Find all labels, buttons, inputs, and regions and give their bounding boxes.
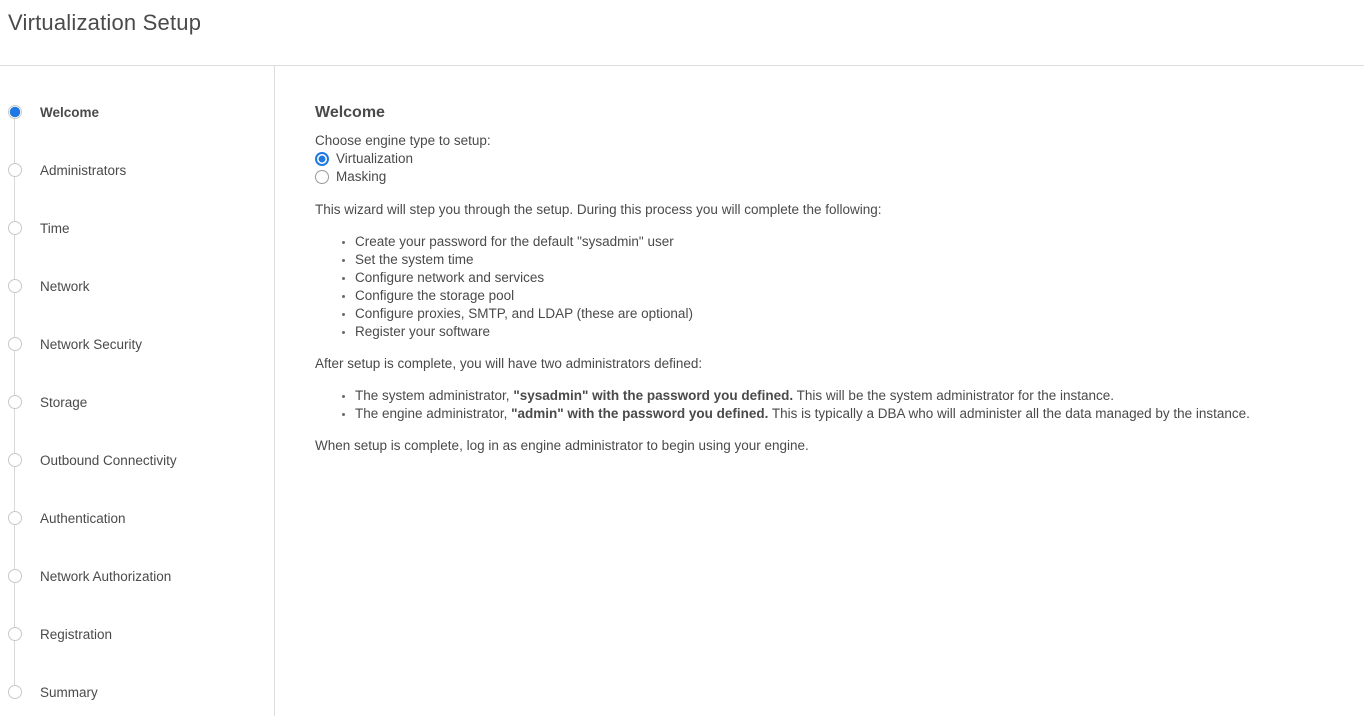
step-radio-icon xyxy=(8,627,22,641)
sidebar-step-welcome[interactable] xyxy=(0,83,274,141)
step-label: Welcome xyxy=(40,104,100,120)
wizard-intro-paragraph: This wizard will step you through the setup. During this process you will complete the following: xyxy=(315,202,882,217)
admin-text-after: This will be the system administrator for the instance. xyxy=(793,388,1115,403)
sidebar-step-registration[interactable] xyxy=(0,605,274,663)
sidebar-step-outbound-connectivity[interactable] xyxy=(0,431,274,489)
main-panel xyxy=(275,66,1364,716)
admin-text-after: This is typically a DBA who will administer all the data managed by the instance. xyxy=(768,406,1250,421)
step-label: Network Security xyxy=(40,336,143,352)
closing-paragraph: When setup is complete, log in as engine administrator to begin using your engine. xyxy=(315,438,809,453)
step-label: Outbound Connectivity xyxy=(40,452,177,468)
step-radio-icon xyxy=(8,395,22,409)
step-label: Registration xyxy=(40,626,113,642)
step-radio-icon xyxy=(8,337,22,351)
step-radio-icon xyxy=(8,453,22,467)
step-radio-icon xyxy=(8,279,22,293)
task-item: • Register your software xyxy=(355,323,1324,341)
step-label: Authentication xyxy=(40,510,126,526)
radio-selected-icon[interactable] xyxy=(315,152,329,166)
engine-option-masking[interactable] xyxy=(315,168,1324,186)
admin-text-before: The system administrator, xyxy=(355,388,514,403)
administrator-item xyxy=(355,387,1324,405)
step-radio-icon xyxy=(8,221,22,235)
setup-task-list xyxy=(315,233,1324,341)
admin-text-bold: "admin" with the password you defined. xyxy=(511,406,769,421)
step-label: Summary xyxy=(40,684,98,700)
after-setup-paragraph: After setup is complete, you will have two administrators defined: xyxy=(315,356,703,371)
admin-text-bold: "sysadmin" with the password you defined. xyxy=(513,388,794,403)
sidebar-step-storage[interactable] xyxy=(0,373,274,431)
step-radio-icon xyxy=(8,685,22,699)
sidebar-step-network[interactable] xyxy=(0,257,274,315)
sidebar-step-network-authorization[interactable] xyxy=(0,547,274,605)
step-radio-icon xyxy=(8,163,22,177)
sidebar-step-time[interactable] xyxy=(0,199,274,257)
task-item: • Create your password for the default "sysadmin" user xyxy=(355,233,1324,251)
task-item: • Set the system time xyxy=(355,251,1324,269)
engine-option-virtualization[interactable] xyxy=(315,150,1324,168)
task-item: • Configure proxies, SMTP, and LDAP (these are optional) xyxy=(355,305,1324,323)
radio-label: Virtualization xyxy=(336,151,414,166)
engine-type-radio-group xyxy=(315,150,1324,186)
step-label: Administrators xyxy=(40,162,127,178)
step-radio-icon xyxy=(8,511,22,525)
content-row xyxy=(0,66,1364,716)
administrator-item xyxy=(355,405,1324,423)
sidebar-step-network-security[interactable] xyxy=(0,315,274,373)
step-radio-selected-icon xyxy=(8,105,22,119)
step-label: Time xyxy=(40,220,70,236)
sidebar-step-summary[interactable] xyxy=(0,663,274,717)
setup-stepper-sidebar xyxy=(0,66,275,716)
task-item: • Configure the storage pool xyxy=(355,287,1324,305)
sidebar-step-administrators[interactable] xyxy=(0,141,274,199)
admin-text-before: The engine administrator, xyxy=(355,406,512,421)
step-label: Network xyxy=(40,278,90,294)
section-heading: Welcome xyxy=(315,104,385,121)
page-header xyxy=(0,0,1364,66)
radio-unselected-icon[interactable] xyxy=(315,170,329,184)
task-item: • Configure network and services xyxy=(355,269,1324,287)
choose-engine-line: Choose engine type to setup: xyxy=(315,133,491,148)
sidebar-step-authentication[interactable] xyxy=(0,489,274,547)
page-title: Virtualization Setup xyxy=(8,10,202,35)
step-radio-icon xyxy=(8,569,22,583)
radio-label: Masking xyxy=(336,169,387,184)
administrators-list xyxy=(315,387,1324,423)
step-label: Network Authorization xyxy=(40,568,172,584)
step-label: Storage xyxy=(40,394,88,410)
